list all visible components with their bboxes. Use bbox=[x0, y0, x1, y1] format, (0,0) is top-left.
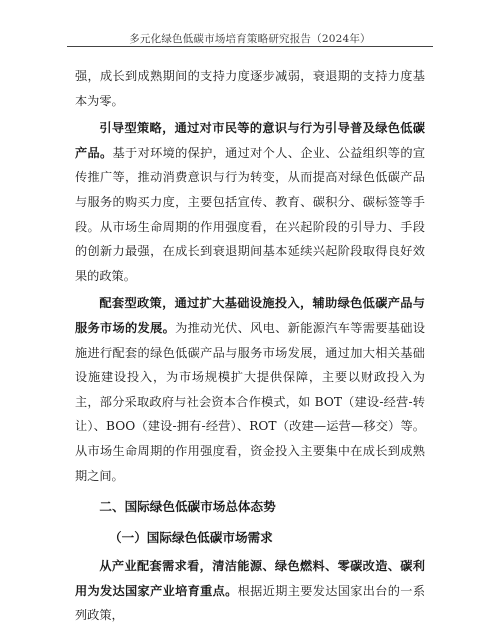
paragraph-text: 为推动光伏、风电、新能源汽车等需要基础设施进行配套的绿色低碳产品与服务市场发展，通过加大相关基础设施建设投入，为市场规模扩大提供保障，主要以财政投入为主，部分采取政府与社会资本合作模式，如 BOT（建设-经营-转让）、BOO（建设-拥有-经营）、ROT（改建—运营—移交）等。从市场生命周期的作用强度看，资金投入主要集中在成长到成熟期之间。 bbox=[75, 320, 426, 483]
document-body bbox=[75, 64, 425, 628]
section-heading: 二、国际绿色低碳市场总体态势 bbox=[99, 499, 276, 515]
paragraph-industry-demand bbox=[75, 554, 425, 628]
paragraph-text: 根据近期主要发达国家出台的一系列政策， bbox=[75, 583, 426, 623]
paragraph-continuation: 强，成长到成熟期间的支持力度逐步减弱，衰退期的支持力度基本为零。 bbox=[75, 69, 425, 108]
paragraph-text: 基于对环境的保护，通过对个人、企业、公益组织等的宣传推广等，推动消费意识与行为转变，从而提高对绿色低碳产品与服务的购买力度，主要包括宣传、教育、碳积分、碳标签等手段。从市场生命周期的作用强度看，在兴起阶段的引导力、手段的创新力最强，在成长到衰退期间基本延续兴起阶段取得良好效果的政策。 bbox=[75, 145, 426, 283]
subsection-heading: （一）国际绿色低碳市场需求 bbox=[109, 530, 273, 546]
paragraph-guidance-strategy bbox=[75, 116, 425, 288]
page-header bbox=[0, 0, 500, 44]
paragraph-supporting-policy bbox=[75, 291, 425, 488]
paragraph-lead-bold: 配套型政策，通过扩大基础设施投入，辅助绿色低碳产品与服务市场的发展。 bbox=[75, 296, 425, 335]
paragraph-lead-bold: 从产业配套需求看，清洁能源、绿色燃料、零碳改造、碳利用为发达国家产业培育重点。 bbox=[75, 559, 425, 598]
paragraph-lead-bold: 引导型策略，通过对市民等的意识与行为引导普及绿色低碳产品。 bbox=[75, 121, 425, 160]
header-title: 多元化绿色低碳市场培育策略研究报告（2024年） bbox=[129, 33, 371, 45]
header-divider bbox=[67, 46, 433, 47]
